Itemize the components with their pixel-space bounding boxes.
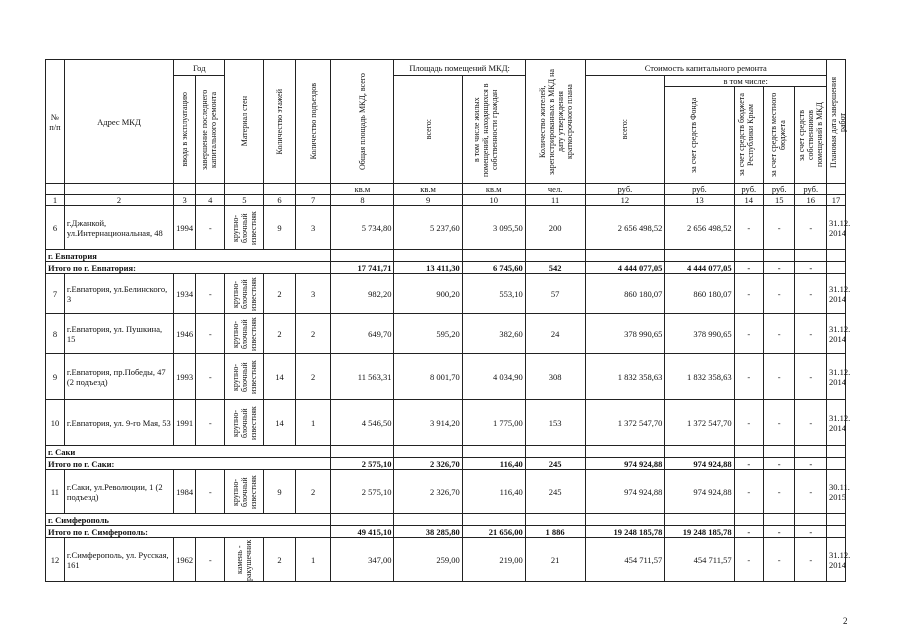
unit-cell: руб.: [665, 184, 734, 195]
premises-total: 2 326,70: [394, 458, 462, 470]
header-planned-date: Плановая дата завершения работ: [827, 60, 846, 184]
header-residents: Количество жителей, зарегистрированных в МКД на дату утверждения краткосрочного плана: [525, 60, 585, 184]
empty-cell: [525, 446, 585, 458]
cost-total: 378 990,65: [585, 314, 665, 354]
cost-owners: -: [795, 470, 827, 514]
wall-material: [225, 538, 264, 582]
empty-cell: [734, 250, 763, 262]
floors: 9: [264, 470, 295, 514]
header-cost-owners: за счет средств собственников помещений в МКД: [797, 102, 825, 168]
planned-date: 31.12. 2014: [827, 206, 846, 250]
premises-private: 21 656,00: [462, 526, 525, 538]
header-total-area: Общая площадь МКД, всего: [331, 60, 394, 184]
column-number: 11: [525, 195, 585, 206]
row-number: 8: [46, 314, 65, 354]
residents: 153: [525, 400, 585, 446]
header-cost-republic: за счет средств бюджета Республики Крым: [734, 87, 763, 184]
cost-owners: -: [795, 354, 827, 400]
floors: 2: [264, 274, 295, 314]
column-number: 9: [394, 195, 462, 206]
city-header-row: [46, 514, 846, 526]
residents: 21: [525, 538, 585, 582]
cost-local: -: [763, 400, 794, 446]
city-total-row: [46, 458, 846, 470]
column-number: 17: [827, 195, 846, 206]
total-area: 11 563,31: [331, 354, 394, 400]
year-repair: -: [196, 314, 225, 354]
wall-material: [225, 274, 264, 314]
empty-cell: [734, 514, 763, 526]
cost-local: -: [763, 262, 794, 274]
cost-republic: -: [734, 458, 763, 470]
cost-fund: 4 444 077,05: [665, 262, 734, 274]
empty-cell: [763, 446, 794, 458]
unit-cell: руб.: [763, 184, 794, 195]
wall-material-text: камень - ракушечник: [235, 538, 254, 581]
year-built: 1984: [174, 470, 196, 514]
empty-cell: [795, 446, 827, 458]
cost-fund: 378 990,65: [665, 314, 734, 354]
year-repair: -: [196, 274, 225, 314]
residents: 1 886: [525, 526, 585, 538]
header-cost-breakdown: [665, 76, 827, 184]
empty-cell: [585, 250, 665, 262]
column-number: 5: [225, 195, 264, 206]
residents: 245: [525, 458, 585, 470]
total-area: 17 741,71: [331, 262, 394, 274]
column-number: 14: [734, 195, 763, 206]
city-label: г. Евпатория: [46, 250, 331, 262]
unit-cell: кв.м: [331, 184, 394, 195]
unit-cell: руб.: [585, 184, 665, 195]
premises-total: 595,20: [394, 314, 462, 354]
city-label: г. Саки: [46, 446, 331, 458]
empty-cell: [795, 514, 827, 526]
empty-cell: [734, 446, 763, 458]
year-built: 1994: [174, 206, 196, 250]
cost-owners: -: [795, 458, 827, 470]
column-number: 3: [174, 195, 196, 206]
premises-total: 900,20: [394, 274, 462, 314]
premises-private: 553,10: [462, 274, 525, 314]
premises-total: 5 237,60: [394, 206, 462, 250]
wall-material-text: крупно- блочный известняк: [230, 316, 258, 351]
empty-cell: [665, 446, 734, 458]
planned-date: 30.11. 2015: [827, 470, 846, 514]
cost-fund: 860 180,07: [665, 274, 734, 314]
premises-private: 1 775,00: [462, 400, 525, 446]
header-address: Адрес МКД: [64, 60, 173, 184]
cost-local: -: [763, 526, 794, 538]
cost-total: 1 832 358,63: [585, 354, 665, 400]
address: г.Евпатория, пр.Победы, 47 (2 подъезд): [64, 354, 173, 400]
unit-cell: чел.: [525, 184, 585, 195]
header-cost-fund: за счет средств Фонда: [665, 87, 734, 184]
cost-total: 4 444 077,05: [585, 262, 665, 274]
address: г.Евпатория, ул. 9-го Мая, 53: [64, 400, 173, 446]
residents: 542: [525, 262, 585, 274]
empty-cell: [394, 446, 462, 458]
city-total-row: [46, 262, 846, 274]
row-number: 9: [46, 354, 65, 400]
premises-total: 38 285,80: [394, 526, 462, 538]
year-repair: -: [196, 206, 225, 250]
empty-cell: [585, 514, 665, 526]
unit-cell: кв.м: [462, 184, 525, 195]
header-premises-total: всего:: [394, 76, 462, 184]
empty-cell: [827, 458, 846, 470]
column-number: 4: [196, 195, 225, 206]
city-label: г. Симферополь: [46, 514, 331, 526]
premises-total: 3 914,20: [394, 400, 462, 446]
cost-republic: -: [734, 262, 763, 274]
unit-cell: руб.: [795, 184, 827, 195]
empty-cell: [827, 250, 846, 262]
cost-republic: -: [734, 470, 763, 514]
total-area: 49 415,10: [331, 526, 394, 538]
column-number: 12: [585, 195, 665, 206]
header-wall: Материал стен: [225, 60, 264, 184]
entrances: 2: [295, 314, 331, 354]
unit-cell: руб.: [734, 184, 763, 195]
cost-total: 2 656 498,52: [585, 206, 665, 250]
cost-local: -: [763, 274, 794, 314]
cost-owners: -: [795, 314, 827, 354]
table-row: [46, 354, 846, 400]
column-numbers-row: [46, 195, 846, 206]
year-repair: -: [196, 354, 225, 400]
floors: 14: [264, 354, 295, 400]
year-built: 1946: [174, 314, 196, 354]
column-number: 2: [64, 195, 173, 206]
cost-total: 1 372 547,70: [585, 400, 665, 446]
empty-cell: [827, 526, 846, 538]
entrances: 2: [295, 470, 331, 514]
column-number: 10: [462, 195, 525, 206]
cost-republic: -: [734, 400, 763, 446]
empty-cell: [827, 446, 846, 458]
year-repair: -: [196, 400, 225, 446]
cost-fund: 974 924,88: [665, 458, 734, 470]
cost-total: 860 180,07: [585, 274, 665, 314]
cost-total: 454 711,57: [585, 538, 665, 582]
residents: 57: [525, 274, 585, 314]
year-repair: -: [196, 470, 225, 514]
premises-private: 382,60: [462, 314, 525, 354]
total-area: 2 575,10: [331, 458, 394, 470]
header-cost-incl: в том числе:: [665, 76, 826, 87]
wall-material-text: крупно- блочный известняк: [230, 276, 258, 311]
address: г.Саки, ул.Революции, 1 (2 подъезд): [64, 470, 173, 514]
entrances: 1: [295, 538, 331, 582]
premises-private: 116,40: [462, 458, 525, 470]
table-row: [46, 538, 846, 582]
wall-material: [225, 470, 264, 514]
row-number: 10: [46, 400, 65, 446]
entrances: 3: [295, 206, 331, 250]
premises-total: 8 001,70: [394, 354, 462, 400]
cost-republic: -: [734, 538, 763, 582]
cost-fund: 1 832 358,63: [665, 354, 734, 400]
table-row: [46, 470, 846, 514]
cost-republic: -: [734, 354, 763, 400]
residents: 308: [525, 354, 585, 400]
planned-date: 31.12. 2014: [827, 538, 846, 582]
empty-cell: [331, 250, 394, 262]
table-row: [46, 206, 846, 250]
row-number: 6: [46, 206, 65, 250]
cost-local: -: [763, 314, 794, 354]
wall-material-text: крупно- блочный известняк: [230, 405, 258, 440]
cost-total: 974 924,88: [585, 458, 665, 470]
empty-cell: [525, 250, 585, 262]
empty-cell: [827, 514, 846, 526]
premises-total: 13 411,30: [394, 262, 462, 274]
cost-republic: -: [734, 274, 763, 314]
wall-material: [225, 206, 264, 250]
header-cost-local: за счет средств местного бюджета: [763, 87, 794, 184]
floors: 14: [264, 400, 295, 446]
column-number: 8: [331, 195, 394, 206]
empty-cell: [795, 250, 827, 262]
floors: 2: [264, 314, 295, 354]
total-label: Итого по г. Евпатория:: [46, 262, 331, 274]
cost-total: 19 248 185,78: [585, 526, 665, 538]
cost-local: -: [763, 470, 794, 514]
empty-cell: [827, 262, 846, 274]
header-num: № п/п: [46, 60, 65, 184]
premises-private: 6 745,60: [462, 262, 525, 274]
planned-date: 31.12. 2014: [827, 314, 846, 354]
empty-cell: [525, 514, 585, 526]
cost-owners: -: [795, 526, 827, 538]
empty-cell: [462, 250, 525, 262]
cost-republic: -: [734, 526, 763, 538]
total-label: Итого по г. Саки:: [46, 458, 331, 470]
cost-local: -: [763, 354, 794, 400]
table-row: [46, 274, 846, 314]
cost-local: -: [763, 458, 794, 470]
table-body: [46, 60, 851, 582]
planned-date: 31.12. 2014: [827, 354, 846, 400]
empty-cell: [665, 250, 734, 262]
total-area: 2 575,10: [331, 470, 394, 514]
empty-cell: [462, 446, 525, 458]
floors: 2: [264, 538, 295, 582]
total-area: 982,20: [331, 274, 394, 314]
header-year-repair: завершение последнего капитального ремонта: [196, 76, 225, 184]
empty-cell: [665, 514, 734, 526]
residents: 24: [525, 314, 585, 354]
row-number: 12: [46, 538, 65, 582]
cost-owners: -: [795, 206, 827, 250]
total-area: 4 546,50: [331, 400, 394, 446]
column-number: 15: [763, 195, 794, 206]
residents: 200: [525, 206, 585, 250]
year-built: 1934: [174, 274, 196, 314]
residents: 245: [525, 470, 585, 514]
row-number: 7: [46, 274, 65, 314]
wall-material: [225, 354, 264, 400]
header-premises-private: в том числе жилых помещений, находящихся в собственности граждан: [462, 76, 525, 184]
cost-republic: -: [734, 206, 763, 250]
wall-material: [225, 314, 264, 354]
wall-material-text: крупно- блочный известняк: [230, 474, 258, 509]
address: г.Джанкой, ул.Интернациональная, 48: [64, 206, 173, 250]
wall-material-text: крупно- блочный известняк: [230, 359, 258, 394]
cost-republic: -: [734, 314, 763, 354]
planned-date: 31.12. 2014: [827, 400, 846, 446]
header-floors: Количество этажей: [264, 60, 295, 184]
total-area: 347,00: [331, 538, 394, 582]
header-year-built: ввода в эксплуатацию: [174, 76, 196, 184]
wall-material-text: крупно- блочный известняк: [230, 210, 258, 245]
empty-cell: [331, 514, 394, 526]
column-number: 7: [295, 195, 331, 206]
cost-owners: -: [795, 400, 827, 446]
floors: 9: [264, 206, 295, 250]
column-number: 16: [795, 195, 827, 206]
table-row: [46, 314, 846, 354]
empty-cell: [462, 514, 525, 526]
cost-local: -: [763, 206, 794, 250]
premises-total: 259,00: [394, 538, 462, 582]
units-row: [46, 184, 846, 195]
cost-fund: 1 372 547,70: [665, 400, 734, 446]
unit-cell: кв.м: [394, 184, 462, 195]
header-entrances: Количество подъездов: [295, 60, 331, 184]
column-number: 13: [665, 195, 734, 206]
premises-private: 3 095,50: [462, 206, 525, 250]
cost-owners: -: [795, 538, 827, 582]
entrances: 2: [295, 354, 331, 400]
header-year-group: Год: [174, 60, 225, 76]
entrances: 1: [295, 400, 331, 446]
premises-private: 116,40: [462, 470, 525, 514]
wall-material: [225, 400, 264, 446]
empty-cell: [763, 250, 794, 262]
premises-private: 219,00: [462, 538, 525, 582]
cost-fund: 2 656 498,52: [665, 206, 734, 250]
year-built: 1993: [174, 354, 196, 400]
empty-cell: [394, 250, 462, 262]
row-number: 11: [46, 470, 65, 514]
total-area: 649,70: [331, 314, 394, 354]
premises-private: 4 034,90: [462, 354, 525, 400]
premises-total: 2 326,70: [394, 470, 462, 514]
entrances: 3: [295, 274, 331, 314]
header-cost-total: всего:: [585, 76, 665, 184]
year-built: 1991: [174, 400, 196, 446]
address: г.Евпатория, ул.Белинского, 3: [64, 274, 173, 314]
planned-date: 31.12. 2014: [827, 274, 846, 314]
cost-local: -: [763, 538, 794, 582]
cost-owners: -: [795, 262, 827, 274]
cost-fund: 19 248 185,78: [665, 526, 734, 538]
city-header-row: [46, 446, 846, 458]
city-total-row: [46, 526, 846, 538]
year-built: 1962: [174, 538, 196, 582]
cost-owners: -: [795, 274, 827, 314]
address: г.Симферополь, ул. Русская, 161: [64, 538, 173, 582]
total-area: 5 734,80: [331, 206, 394, 250]
empty-cell: [394, 514, 462, 526]
cost-fund: 974 924,88: [665, 470, 734, 514]
cost-fund: 454 711,57: [665, 538, 734, 582]
empty-cell: [763, 514, 794, 526]
table-row: [46, 400, 846, 446]
column-number: 6: [264, 195, 295, 206]
address: г.Евпатория, ул. Пушкина, 15: [64, 314, 173, 354]
header-cost-group: Стоимость капитального ремонта: [585, 60, 826, 76]
cost-total: 974 924,88: [585, 470, 665, 514]
column-number: 1: [46, 195, 65, 206]
year-repair: -: [196, 538, 225, 582]
page-number: 2: [843, 616, 848, 626]
empty-cell: [331, 446, 394, 458]
total-label: Итого по г. Симферополь:: [46, 526, 331, 538]
empty-cell: [585, 446, 665, 458]
city-header-row: [46, 250, 846, 262]
capital-repair-table: [45, 59, 851, 582]
header-premises-group: Площадь помещений МКД:: [394, 60, 525, 76]
